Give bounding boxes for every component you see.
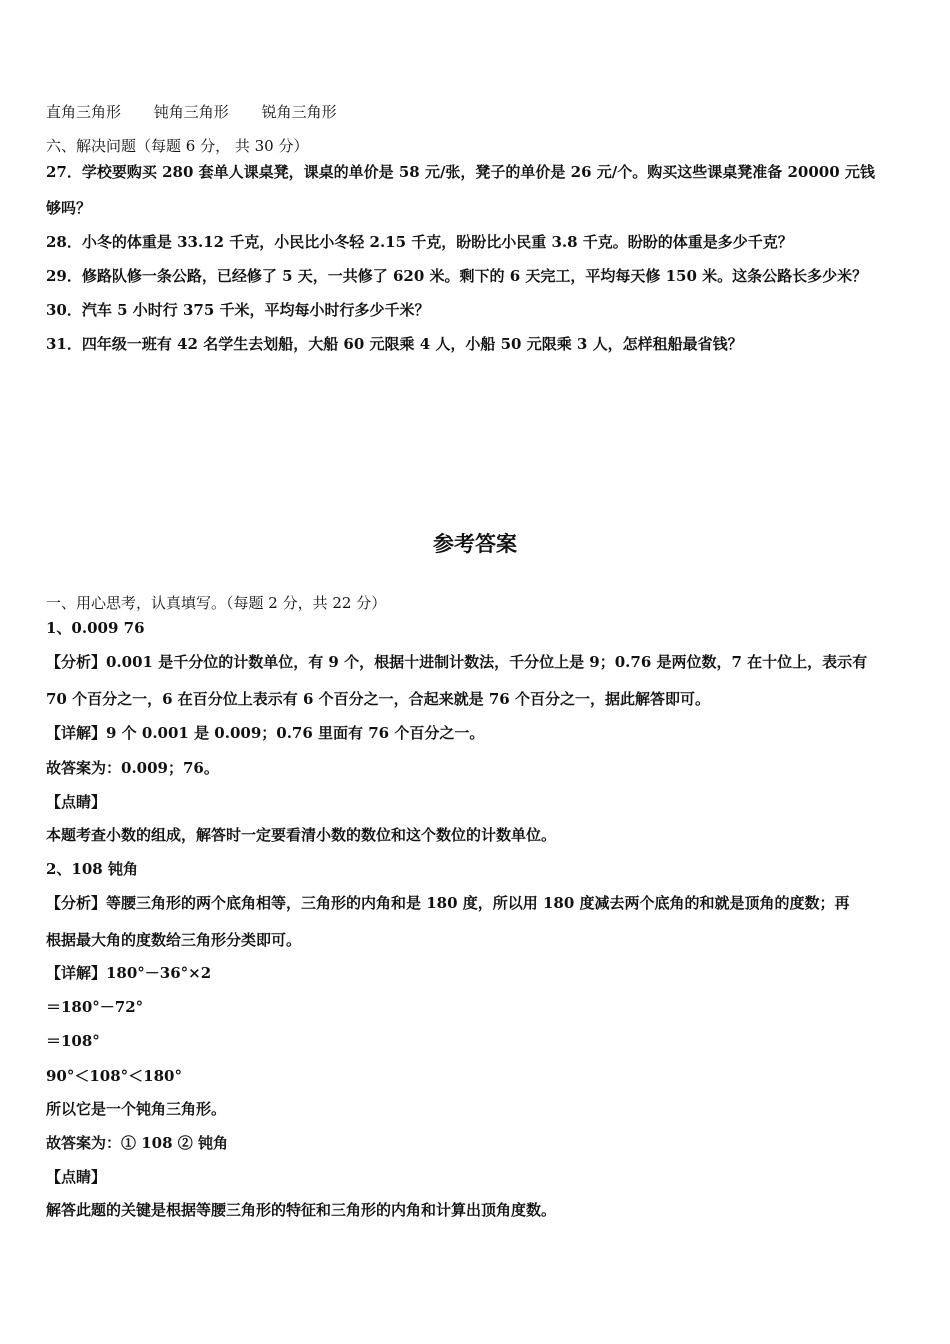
question-27-line1: 27．学校要购买 280 套单人课桌凳，课桌的单价是 58 元/张，凳子的单价是 26 元/个。购买这些课桌凳准备 20000 元钱 <box>46 163 875 181</box>
question-27-line2: 够吗？ <box>46 199 92 217</box>
answer-2-tip: 解答此题的关键是根据等腰三角形的特征和三角形的内角和计算出顶角度数。 <box>46 1201 557 1219</box>
answer-2-detail: 【详解】180°－36°×2 <box>46 964 212 982</box>
answer-2-analysis-line1: 【分析】等腰三角形的两个底角相等，三角形的内角和是 180 度，所以用 180 度减去两个底角的和就是顶角的度数；再 <box>46 894 850 912</box>
answers-section1-heading: 一、用心思考，认真填写。（每题 2 分，共 22 分） <box>46 594 387 612</box>
question-28: 28．小冬的体重是 33.12 千克，小民比小冬轻 2.15 千克，盼盼比小民重 3.8 千克。盼盼的体重是多少千克？ <box>46 233 793 251</box>
answer-1-detail: 【详解】9 个 0.001 是 0.009；0.76 里面有 76 个百分之一。 <box>46 724 485 742</box>
question-31: 31．四年级一班有 42 名学生去划船，大船 60 元限乘 4 人，小船 50 元限乘 3 人，怎样租船最省钱？ <box>46 335 743 353</box>
answer-1-analysis-line2: 70 个百分之一，6 在百分位上表示有 6 个百分之一，合起来就是 76 个百分之一，据此解答即可。 <box>46 690 710 708</box>
answer-1-result: 故答案为：0.009；76。 <box>46 759 219 777</box>
answer-2: 2、108 钝角 <box>46 860 138 878</box>
question-29: 29．修路队修一条公路，已经修了 5 天，一共修了 620 米。剩下的 6 天完工，平均每天修 150 米。这条公路长多少米？ <box>46 267 868 285</box>
option-obtuse-triangle: 钝角三角形 <box>153 103 229 121</box>
question-30: 30．汽车 5 小时行 375 千米，平均每小时行多少千米？ <box>46 301 430 319</box>
answer-2-analysis-line2: 根据最大角的度数给三角形分类即可。 <box>46 931 302 949</box>
triangle-options <box>46 102 910 122</box>
answer-2-step1: ＝180°－72° <box>46 998 144 1016</box>
answer-2-result: 故答案为：① 108 ② 钝角 <box>46 1134 228 1152</box>
answer-1-tip: 本题考查小数的组成，解答时一定要看清小数的数位和这个数位的计数单位。 <box>46 826 557 844</box>
answer-1: 1、0.009 76 <box>46 619 145 637</box>
option-right-triangle: 直角三角形 <box>46 103 122 121</box>
answer-2-step2: ＝108° <box>46 1032 100 1050</box>
answer-2-step3: 90°＜108°＜180° <box>46 1067 182 1085</box>
option-acute-triangle: 锐角三角形 <box>261 103 337 121</box>
answer-2-tip-label: 【点睛】 <box>46 1168 107 1186</box>
answers-title: 参考答案 <box>433 532 517 556</box>
answer-1-tip-label: 【点睛】 <box>46 793 107 811</box>
answer-1-analysis-line1: 【分析】0.001 是千分位的计数单位，有 9 个，根据十进制计数法，千分位上是 9；0.76 是两位数，7 在十位上，表示有 <box>46 653 868 671</box>
answer-2-conclusion: 所以它是一个钝角三角形。 <box>46 1100 227 1118</box>
section6-heading: 六、解决问题（每题 6 分， 共 30 分） <box>46 137 309 155</box>
